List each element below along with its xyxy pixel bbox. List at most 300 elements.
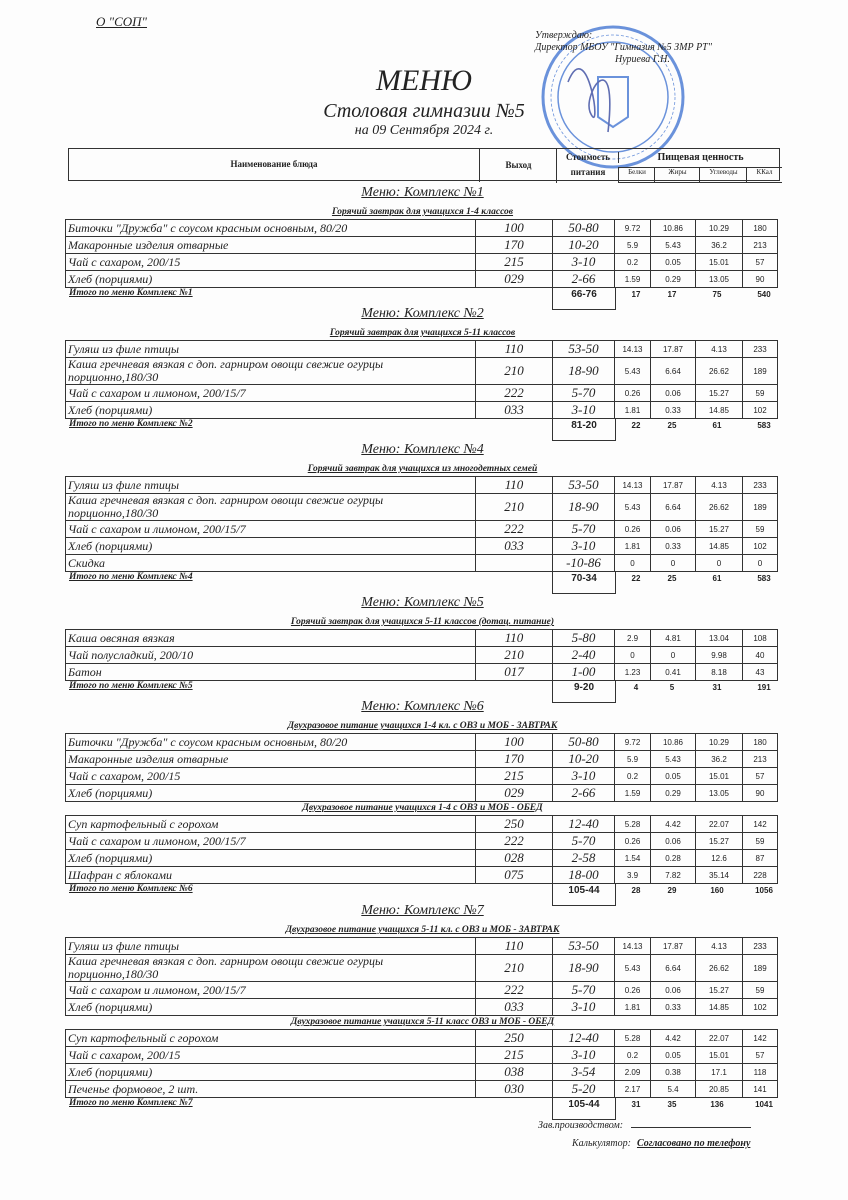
dish-output: 210 xyxy=(476,647,553,664)
approval-block xyxy=(535,30,712,66)
total-proteins: 4 xyxy=(633,683,639,692)
table-row xyxy=(66,402,778,419)
menu-table xyxy=(65,340,778,419)
dish-price: 5-70 xyxy=(553,521,615,538)
dish-carbs: 36.2 xyxy=(696,237,743,254)
section-total xyxy=(65,419,780,441)
dish-carbs: 4.13 xyxy=(696,341,743,358)
table-row xyxy=(66,768,778,785)
dish-carbs: 4.13 xyxy=(696,477,743,494)
menu-section xyxy=(65,305,780,441)
dish-price: 53-50 xyxy=(553,477,615,494)
table-row xyxy=(66,358,778,385)
table-row xyxy=(66,477,778,494)
dish-output: 033 xyxy=(476,999,553,1016)
dish-carbs: 15.27 xyxy=(696,385,743,402)
dish-output: 110 xyxy=(476,630,553,647)
table-row xyxy=(66,271,778,288)
dish-price: 18-90 xyxy=(553,955,615,982)
dish-kcal: 142 xyxy=(743,816,778,833)
total-carbs: 61 xyxy=(712,574,722,583)
dish-price: 3-10 xyxy=(553,538,615,555)
dish-fats: 0.28 xyxy=(651,850,696,867)
table-row xyxy=(66,751,778,768)
dish-price: 12-40 xyxy=(553,1030,615,1047)
calculator-value: Согласовано по телефону xyxy=(636,1138,751,1149)
table-row xyxy=(66,785,778,802)
table-row xyxy=(66,220,778,237)
dish-carbs: 15.27 xyxy=(696,521,743,538)
dish-fats: 17.87 xyxy=(651,938,696,955)
dish-carbs: 15.27 xyxy=(696,982,743,999)
dish-kcal: 189 xyxy=(743,358,778,385)
dish-name: Хлеб (порциями) xyxy=(66,785,476,802)
dish-price: 5-80 xyxy=(553,630,615,647)
dish-fats: 6.64 xyxy=(651,494,696,521)
dish-name: Гуляш из филе птицы xyxy=(66,938,476,955)
dish-price: 2-66 xyxy=(553,271,615,288)
dish-name: Биточки "Дружба" с соусом красным основным, 80/20 xyxy=(66,220,476,237)
total-kcal: 583 xyxy=(757,574,771,583)
group-subtitle: Горячий завтрак для учащихся 1-4 классов xyxy=(331,207,514,217)
dish-carbs: 20.85 xyxy=(696,1081,743,1098)
dish-carbs: 26.62 xyxy=(696,494,743,521)
dish-kcal: 213 xyxy=(743,751,778,768)
dish-name: Чай с сахаром и лимоном, 200/15/7 xyxy=(66,521,476,538)
dish-fats: 5.4 xyxy=(651,1081,696,1098)
dish-carbs: 36.2 xyxy=(696,751,743,768)
dish-proteins: 1.59 xyxy=(615,785,651,802)
dish-kcal: 57 xyxy=(743,254,778,271)
group-subtitle: Двухразовое питание учащихся 1-4 с ОВЗ и МОБ - ОБЕД xyxy=(302,803,543,813)
dish-kcal: 213 xyxy=(743,237,778,254)
total-proteins: 17 xyxy=(631,290,641,299)
dish-fats: 17.87 xyxy=(651,477,696,494)
dish-kcal: 189 xyxy=(743,494,778,521)
table-row xyxy=(66,630,778,647)
dish-carbs: 26.62 xyxy=(696,358,743,385)
section-total xyxy=(65,572,780,594)
dish-output: 215 xyxy=(476,768,553,785)
table-row xyxy=(66,867,778,884)
dish-name: Макаронные изделия отварные xyxy=(66,237,476,254)
dish-output: 038 xyxy=(476,1064,553,1081)
dish-kcal: 108 xyxy=(743,630,778,647)
dish-proteins: 0.2 xyxy=(615,254,651,271)
dish-proteins: 5.43 xyxy=(615,955,651,982)
dish-output: 033 xyxy=(476,538,553,555)
dish-proteins: 2.17 xyxy=(615,1081,651,1098)
dish-kcal: 57 xyxy=(743,1047,778,1064)
dish-fats: 0.38 xyxy=(651,1064,696,1081)
dish-kcal: 142 xyxy=(743,1030,778,1047)
dish-carbs: 14.85 xyxy=(696,402,743,419)
dish-name: Каша гречневая вязкая с доп. гарниром овощи свежие огурцы порционно,180/30 xyxy=(66,358,476,385)
menu-table xyxy=(65,219,778,288)
dish-name: Суп картофельный с горохом xyxy=(66,1030,476,1047)
menu-section xyxy=(65,698,780,906)
dish-proteins: 1.81 xyxy=(615,538,651,555)
dish-output: 033 xyxy=(476,402,553,419)
dish-fats: 0 xyxy=(651,647,696,664)
dish-kcal: 57 xyxy=(743,768,778,785)
dish-fats: 10.86 xyxy=(651,734,696,751)
table-header xyxy=(68,148,780,181)
dish-kcal: 102 xyxy=(743,538,778,555)
dish-carbs: 8.18 xyxy=(696,664,743,681)
dish-price: 50-80 xyxy=(553,220,615,237)
calculator-label: Калькулятор: xyxy=(572,1138,631,1149)
dish-name: Чай с сахаром, 200/15 xyxy=(66,1047,476,1064)
dish-kcal: 233 xyxy=(743,938,778,955)
dish-name: Шафран с яблоками xyxy=(66,867,476,884)
dish-price: -10-86 xyxy=(553,555,615,572)
dish-name: Чай с сахаром и лимоном, 200/15/7 xyxy=(66,982,476,999)
page-subtitle: Столовая гимназии №5 xyxy=(323,100,525,122)
dish-name: Гуляш из филе птицы xyxy=(66,477,476,494)
table-row xyxy=(66,521,778,538)
total-proteins: 22 xyxy=(631,574,641,583)
dish-proteins: 5.43 xyxy=(615,494,651,521)
table-row xyxy=(66,341,778,358)
dish-proteins: 5.9 xyxy=(615,751,651,768)
dish-name: Биточки "Дружба" с соусом красным основным, 80/20 xyxy=(66,734,476,751)
dish-fats: 0.06 xyxy=(651,385,696,402)
column-output: Выход xyxy=(479,149,557,182)
table-row xyxy=(66,1030,778,1047)
dish-fats: 0.29 xyxy=(651,271,696,288)
dish-proteins: 2.09 xyxy=(615,1064,651,1081)
total-price: 105-44 xyxy=(552,1097,616,1120)
table-row xyxy=(66,816,778,833)
dish-proteins: 9.72 xyxy=(615,734,651,751)
dish-proteins: 0.2 xyxy=(615,768,651,785)
dish-proteins: 1.81 xyxy=(615,402,651,419)
dish-kcal: 59 xyxy=(743,385,778,402)
dish-proteins: 0.26 xyxy=(615,385,651,402)
dish-fats: 4.81 xyxy=(651,630,696,647)
dish-carbs: 22.07 xyxy=(696,1030,743,1047)
total-label: Итого по меню Комплекс №1 xyxy=(69,288,193,298)
dish-price: 18-90 xyxy=(553,358,615,385)
dish-proteins: 9.72 xyxy=(615,220,651,237)
dish-output: 029 xyxy=(476,271,553,288)
menu-section xyxy=(65,902,780,1120)
dish-price: 18-00 xyxy=(553,867,615,884)
dish-proteins: 5.43 xyxy=(615,358,651,385)
dish-proteins: 5.28 xyxy=(615,816,651,833)
dish-fats: 4.42 xyxy=(651,1030,696,1047)
dish-fats: 10.86 xyxy=(651,220,696,237)
dish-kcal: 59 xyxy=(743,833,778,850)
total-label: Итого по меню Комплекс №5 xyxy=(69,681,193,691)
table-row xyxy=(66,555,778,572)
dish-fats: 0.05 xyxy=(651,1047,696,1064)
total-price: 105-44 xyxy=(552,883,616,906)
dish-fats: 6.64 xyxy=(651,955,696,982)
dish-carbs: 12.6 xyxy=(696,850,743,867)
total-price: 9-20 xyxy=(552,680,616,703)
dish-price: 1-00 xyxy=(553,664,615,681)
dish-proteins: 0.26 xyxy=(615,521,651,538)
dish-name: Хлеб (порциями) xyxy=(66,850,476,867)
production-label: Зав.производством: xyxy=(538,1120,624,1131)
menu-table xyxy=(65,629,778,681)
dish-output: 222 xyxy=(476,982,553,999)
dish-output: 210 xyxy=(476,955,553,982)
menu-section xyxy=(65,184,780,310)
group-subtitle: Двухразовое питание учащихся 5-11 кл. с ОВЗ и МОБ - ЗАВТРАК xyxy=(285,925,560,935)
table-row xyxy=(66,999,778,1016)
dish-output: 250 xyxy=(476,1030,553,1047)
approval-label: Утверждаю: xyxy=(535,30,593,41)
dish-name: Каша гречневая вязкая с доп. гарниром овощи свежие огурцы порционно,180/30 xyxy=(66,955,476,982)
dish-carbs: 15.27 xyxy=(696,833,743,850)
dish-output: 210 xyxy=(476,494,553,521)
column-name: Наименование блюда xyxy=(230,159,318,169)
total-price: 66-76 xyxy=(552,287,616,310)
dish-carbs: 13.05 xyxy=(696,271,743,288)
total-kcal: 540 xyxy=(757,290,771,299)
dish-price: 2-40 xyxy=(553,647,615,664)
dish-kcal: 90 xyxy=(743,271,778,288)
column-kcal: ККал xyxy=(746,167,782,183)
dish-carbs: 10.29 xyxy=(696,734,743,751)
dish-name: Батон xyxy=(66,664,476,681)
approval-position: Директор МБОУ "Гимназия №5 ЗМР РТ" xyxy=(535,42,712,53)
dish-proteins: 0 xyxy=(615,647,651,664)
dish-price: 3-10 xyxy=(553,999,615,1016)
dish-name: Чай с сахаром, 200/15 xyxy=(66,254,476,271)
dish-output: 110 xyxy=(476,477,553,494)
total-price: 70-34 xyxy=(552,571,616,594)
section-title: Меню: Комплекс №7 xyxy=(361,903,484,918)
menu-section xyxy=(65,594,780,703)
total-carbs: 136 xyxy=(710,1100,724,1109)
dish-kcal: 180 xyxy=(743,220,778,237)
dish-output: 017 xyxy=(476,664,553,681)
menu-table xyxy=(65,733,778,802)
dish-proteins: 2.9 xyxy=(615,630,651,647)
dish-carbs: 13.05 xyxy=(696,785,743,802)
dish-carbs: 15.01 xyxy=(696,254,743,271)
dish-carbs: 35.14 xyxy=(696,867,743,884)
total-carbs: 75 xyxy=(712,290,722,299)
section-title: Меню: Комплекс №1 xyxy=(361,185,484,200)
menu-table xyxy=(65,1029,778,1098)
dish-name: Чай с сахаром и лимоном, 200/15/7 xyxy=(66,385,476,402)
dish-price: 2-66 xyxy=(553,785,615,802)
dish-price: 53-50 xyxy=(553,938,615,955)
dish-carbs: 14.85 xyxy=(696,538,743,555)
dish-name: Хлеб (порциями) xyxy=(66,538,476,555)
dish-name: Каша гречневая вязкая с доп. гарниром овощи свежие огурцы порционно,180/30 xyxy=(66,494,476,521)
dish-proteins: 3.9 xyxy=(615,867,651,884)
total-fats: 5 xyxy=(669,683,675,692)
dish-carbs: 0 xyxy=(696,555,743,572)
dish-output: 029 xyxy=(476,785,553,802)
dish-fats: 0 xyxy=(651,555,696,572)
dish-output: 030 xyxy=(476,1081,553,1098)
menu-section xyxy=(65,441,780,594)
dish-fats: 5.43 xyxy=(651,237,696,254)
column-proteins: Белки xyxy=(618,167,655,183)
total-kcal: 191 xyxy=(757,683,771,692)
dish-proteins: 14.13 xyxy=(615,477,651,494)
table-row xyxy=(66,982,778,999)
table-row xyxy=(66,385,778,402)
total-fats: 25 xyxy=(667,421,677,430)
table-row xyxy=(66,833,778,850)
menu-table xyxy=(65,815,778,884)
organization-label: О "СОП" xyxy=(96,14,148,29)
dish-price: 53-50 xyxy=(553,341,615,358)
dish-price: 12-40 xyxy=(553,816,615,833)
dish-output: 215 xyxy=(476,254,553,271)
total-fats: 35 xyxy=(667,1100,677,1109)
table-row xyxy=(66,955,778,982)
dish-fats: 0.05 xyxy=(651,254,696,271)
dish-carbs: 4.13 xyxy=(696,938,743,955)
dish-output: 222 xyxy=(476,833,553,850)
total-carbs: 31 xyxy=(712,683,722,692)
dish-fats: 0.06 xyxy=(651,521,696,538)
column-price: Стоимость питания xyxy=(556,149,619,183)
table-row xyxy=(66,734,778,751)
group-subtitle: Горячий завтрак для учащихся 5-11 классов (дотац. питание) xyxy=(290,617,555,627)
dish-kcal: 102 xyxy=(743,999,778,1016)
section-title: Меню: Комплекс №4 xyxy=(361,442,484,457)
total-fats: 25 xyxy=(667,574,677,583)
dish-price: 5-70 xyxy=(553,833,615,850)
section-total xyxy=(65,1098,780,1120)
dish-kcal: 0 xyxy=(743,555,778,572)
menu-date: на 09 Сентября 2024 г. xyxy=(354,123,494,138)
approval-name: Нуриева Г.Н. xyxy=(615,54,670,65)
dish-kcal: 189 xyxy=(743,955,778,982)
dish-price: 5-70 xyxy=(553,385,615,402)
dish-name: Макаронные изделия отварные xyxy=(66,751,476,768)
production-manager-signature xyxy=(538,1120,751,1131)
dish-name: Чай полусладкий, 200/10 xyxy=(66,647,476,664)
dish-kcal: 102 xyxy=(743,402,778,419)
total-kcal: 1041 xyxy=(755,1100,773,1109)
table-row xyxy=(66,494,778,521)
dish-fats: 4.42 xyxy=(651,816,696,833)
table-row xyxy=(66,647,778,664)
total-kcal: 1056 xyxy=(755,886,773,895)
dish-proteins: 5.28 xyxy=(615,1030,651,1047)
dish-name: Хлеб (порциями) xyxy=(66,271,476,288)
dish-name: Хлеб (порциями) xyxy=(66,1064,476,1081)
dish-kcal: 141 xyxy=(743,1081,778,1098)
dish-name: Печенье формовое, 2 шт. xyxy=(66,1081,476,1098)
group-subtitle: Горячий завтрак для учащихся из многодетных семей xyxy=(307,464,538,474)
total-label: Итого по меню Комплекс №7 xyxy=(69,1098,193,1108)
dish-proteins: 14.13 xyxy=(615,938,651,955)
dish-output: 170 xyxy=(476,751,553,768)
dish-fats: 0.06 xyxy=(651,982,696,999)
dish-price: 3-10 xyxy=(553,402,615,419)
dish-output: 028 xyxy=(476,850,553,867)
dish-fats: 17.87 xyxy=(651,341,696,358)
dish-fats: 0.41 xyxy=(651,664,696,681)
dish-carbs: 13.04 xyxy=(696,630,743,647)
dish-carbs: 15.01 xyxy=(696,768,743,785)
dish-proteins: 0.26 xyxy=(615,982,651,999)
dish-kcal: 59 xyxy=(743,521,778,538)
total-fats: 17 xyxy=(667,290,677,299)
section-title: Меню: Комплекс №2 xyxy=(361,306,484,321)
group-subtitle: Двухразовое питание учащихся 5-11 класс ОВЗ и МОБ - ОБЕД xyxy=(290,1017,555,1027)
page-title: МЕНЮ xyxy=(376,64,472,97)
dish-fats: 0.33 xyxy=(651,999,696,1016)
dish-price: 3-10 xyxy=(553,254,615,271)
dish-proteins: 0.26 xyxy=(615,833,651,850)
table-row xyxy=(66,850,778,867)
dish-kcal: 59 xyxy=(743,982,778,999)
table-row xyxy=(66,237,778,254)
dish-price: 10-20 xyxy=(553,751,615,768)
dish-proteins: 5.9 xyxy=(615,237,651,254)
dish-proteins: 1.54 xyxy=(615,850,651,867)
dish-carbs: 9.98 xyxy=(696,647,743,664)
dish-fats: 5.43 xyxy=(651,751,696,768)
dish-output: 075 xyxy=(476,867,553,884)
dish-proteins: 1.59 xyxy=(615,271,651,288)
total-label: Итого по меню Комплекс №4 xyxy=(69,572,193,582)
total-kcal: 583 xyxy=(757,421,771,430)
dish-output: 110 xyxy=(476,938,553,955)
calculator-signature xyxy=(572,1138,750,1149)
dish-fats: 0.06 xyxy=(651,833,696,850)
dish-proteins: 0 xyxy=(615,555,651,572)
dish-name: Хлеб (порциями) xyxy=(66,402,476,419)
dish-output: 100 xyxy=(476,220,553,237)
menu-table xyxy=(65,937,778,1016)
dish-name: Скидка xyxy=(66,555,476,572)
dish-carbs: 15.01 xyxy=(696,1047,743,1064)
total-proteins: 28 xyxy=(631,886,641,895)
dish-kcal: 87 xyxy=(743,850,778,867)
total-proteins: 22 xyxy=(631,421,641,430)
table-row xyxy=(66,1081,778,1098)
table-row xyxy=(66,938,778,955)
dish-name: Хлеб (порциями) xyxy=(66,999,476,1016)
dish-name: Каша овсяная вязкая xyxy=(66,630,476,647)
table-row xyxy=(66,1064,778,1081)
dish-fats: 0.33 xyxy=(651,402,696,419)
dish-fats: 7.82 xyxy=(651,867,696,884)
dish-kcal: 233 xyxy=(743,477,778,494)
table-row xyxy=(66,1047,778,1064)
dish-name: Гуляш из филе птицы xyxy=(66,341,476,358)
dish-price: 10-20 xyxy=(553,237,615,254)
dish-price: 18-90 xyxy=(553,494,615,521)
total-proteins: 31 xyxy=(631,1100,641,1109)
dish-kcal: 43 xyxy=(743,664,778,681)
dish-price: 50-80 xyxy=(553,734,615,751)
total-fats: 29 xyxy=(667,886,677,895)
dish-price: 3-10 xyxy=(553,768,615,785)
dish-output: 100 xyxy=(476,734,553,751)
dish-carbs: 10.29 xyxy=(696,220,743,237)
dish-price: 5-20 xyxy=(553,1081,615,1098)
dish-carbs: 26.62 xyxy=(696,955,743,982)
section-title: Меню: Комплекс №5 xyxy=(361,595,484,610)
column-nutrition: Пищевая ценность xyxy=(618,152,782,163)
dish-carbs: 14.85 xyxy=(696,999,743,1016)
